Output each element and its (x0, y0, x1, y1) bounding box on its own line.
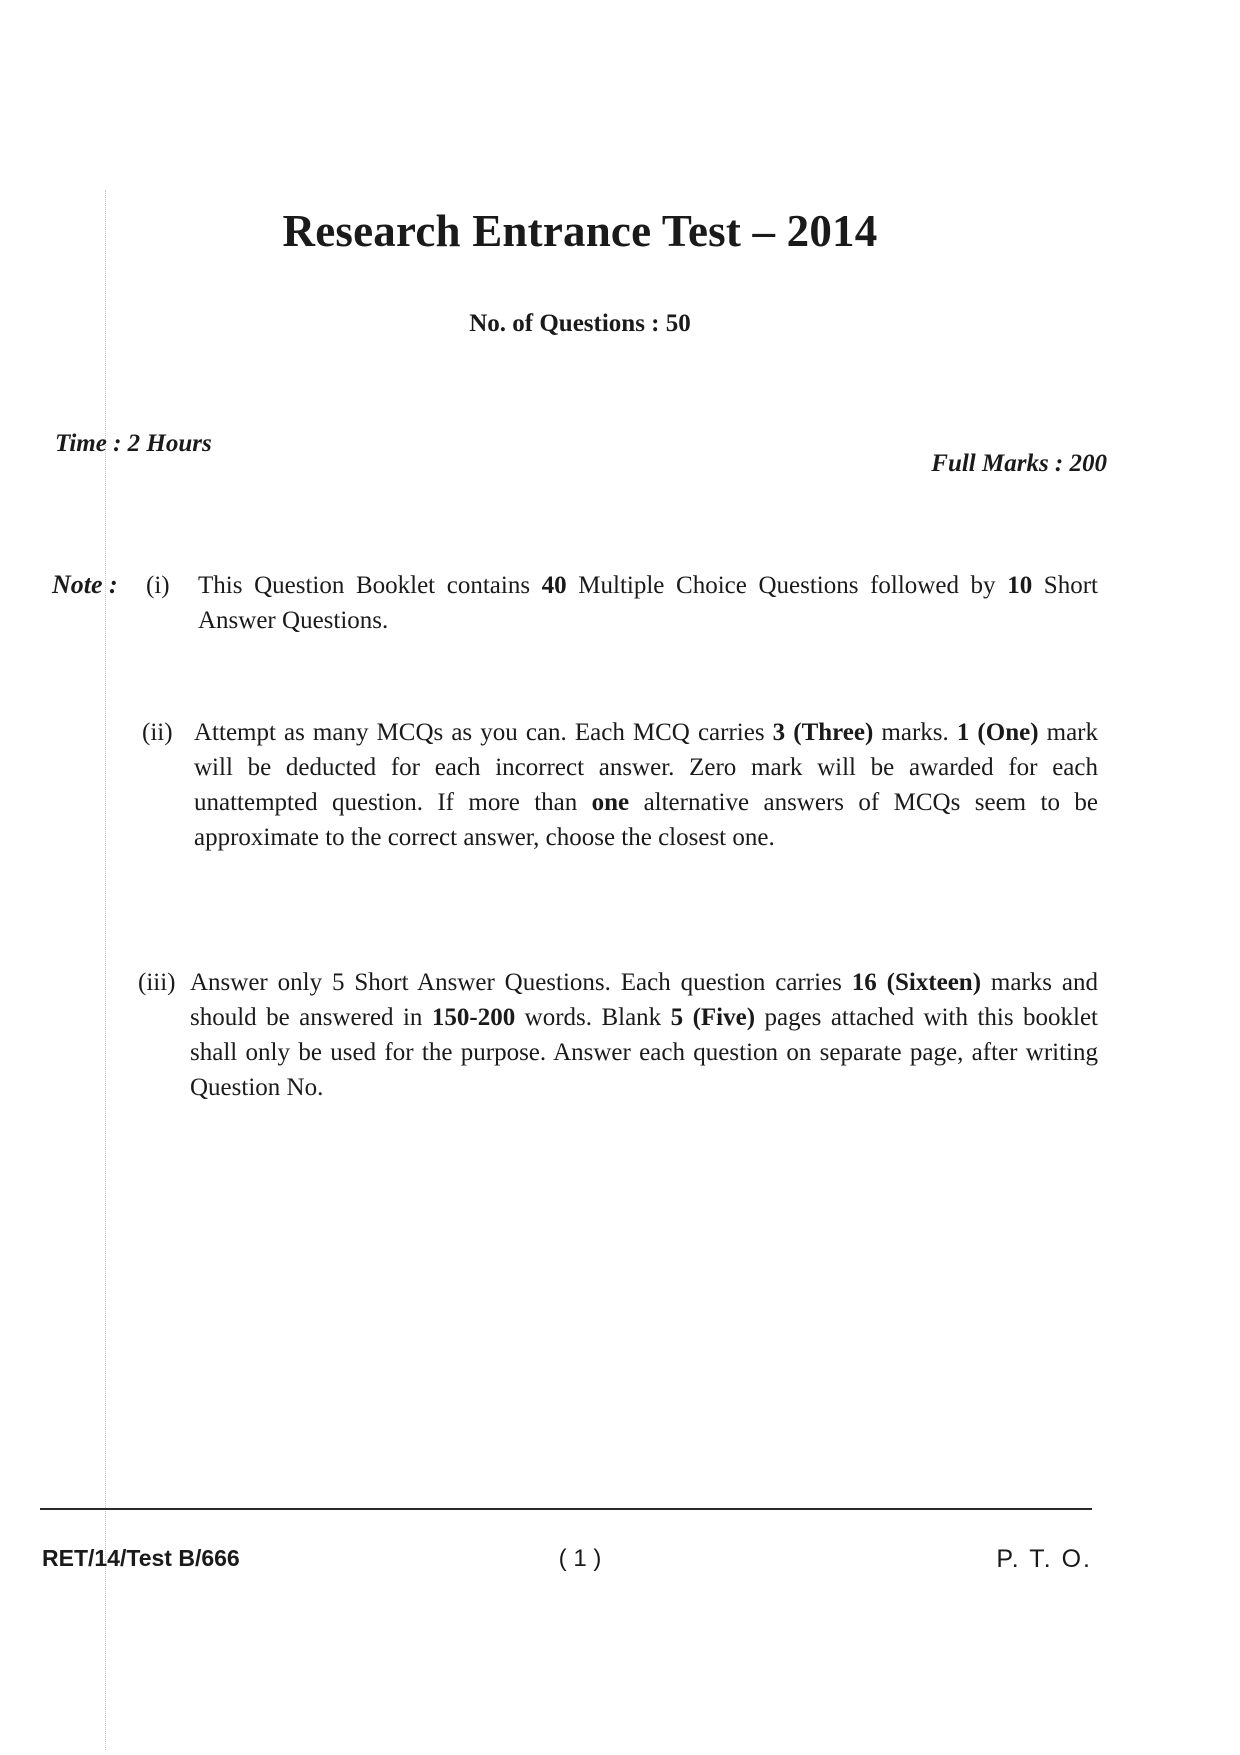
note-number: (ii) (142, 719, 173, 746)
note-text-emphasis: one (591, 789, 630, 816)
footer-test-code: RET/14/Test B/666 (42, 1545, 240, 1571)
note-text-emphasis: 10 (1007, 572, 1033, 599)
time-allowed: Time : 2 Hours (55, 430, 212, 457)
note-text-emphasis: 150-200 (431, 1004, 516, 1031)
note-text-part: Multiple Choice Questions followed by (566, 572, 1008, 599)
note-text-part: marks and should be answered in (190, 969, 1098, 1031)
note-text-emphasis: 1 (One) (956, 719, 1039, 746)
number-of-questions: No. of Questions : 50 (469, 310, 691, 337)
note-text-part: mark will be deducted for each incorrect answer. Zero mark will be awarded for each unattempted question. If more than (194, 719, 1098, 816)
note-text-emphasis: 3 (Three) (772, 719, 874, 746)
note-text (198, 568, 1098, 638)
note-text-emphasis: 16 (Sixteen) (851, 969, 982, 996)
note-text-emphasis: 40 (541, 572, 567, 599)
note-text-part: pages attached with this booklet shall only be used for the purpose. Answer each question on separate page, after writing Question No. (190, 1004, 1098, 1101)
footer-page-number: ( 1 ) (558, 1545, 602, 1572)
full-marks: Full Marks : 200 (931, 450, 1107, 477)
note-text-part: Answer only 5 Short Answer Questions. Each question carries (190, 969, 852, 996)
note-text-emphasis: 5 (Five) (670, 1004, 756, 1031)
note-text (194, 715, 1098, 855)
note-text-part: words. Blank (515, 1004, 671, 1031)
note-text-part: This Question Booklet contains (198, 572, 542, 599)
page-title: Research Entrance Test – 2014 (282, 206, 878, 256)
footer-pto: P. T. O. (996, 1545, 1092, 1573)
note-text (190, 965, 1098, 1105)
note-text-part: marks. (873, 719, 957, 746)
note-number: (i) (146, 572, 170, 599)
note-text-part: Attempt as many MCQs as you can. Each MCQ carries (194, 719, 773, 746)
note-number: (iii) (138, 969, 176, 996)
note-label: Note : (52, 570, 118, 599)
footer-divider (40, 1508, 1092, 1510)
note-text-part: Short Answer Questions. (198, 572, 1098, 634)
scan-margin-artifact (105, 190, 106, 1750)
note-text-part: alternative answers of MCQs seem to be approximate to the correct answer, choose the closest one. (194, 789, 1098, 851)
